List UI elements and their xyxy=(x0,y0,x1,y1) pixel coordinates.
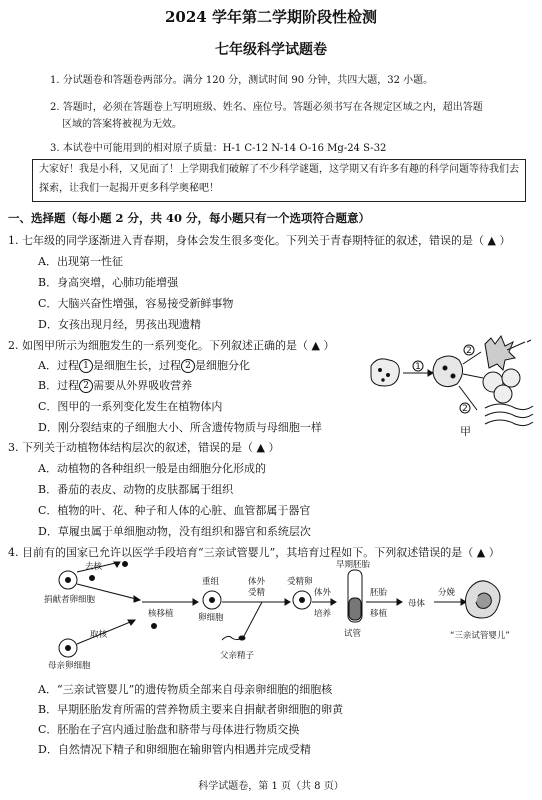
q4-option-d: D．自然情况下精子和卵细胞在输卵管内相遇并完成受精 xyxy=(38,743,311,756)
cell-diagram-jia xyxy=(355,330,535,440)
intro-line-2: 探索，让我们一起揭开更多科学奥秘吧！ xyxy=(39,183,219,194)
label-early-embryo: 早期胚胎 xyxy=(336,560,371,570)
q4-option-c: C．胚胎在子宫内通过胎盘和脐带与母体进行物质交换 xyxy=(38,723,300,736)
label-take-nucleus: 取核 xyxy=(90,630,108,640)
page-footer: 科学试题卷，第 1 页（共 8 页） xyxy=(198,781,344,792)
label-test-tube: 试管 xyxy=(344,629,362,639)
intro-box xyxy=(32,159,526,202)
label-fertilized-egg: 受精卵 xyxy=(287,577,313,587)
q2-option-d: D．刚分裂结束的子细胞大小、所含遗传物质与母细胞一样 xyxy=(38,421,322,434)
q2-option-b: B．过程 2 需要从外界吸收营养 xyxy=(38,379,193,392)
q4-option-b: B．早期胚胎发育所需的营养物质主要来自捐献者卵细胞的卵黄 xyxy=(38,703,344,716)
q3-option-d: D．草履虫属于单细胞动物，没有组织和器官和系统层次 xyxy=(38,525,311,538)
q1-option-a: A．出现第一性征 xyxy=(38,255,123,268)
label-mother: 母体 xyxy=(408,599,426,609)
q4-option-a: A．“三亲试管婴儿”的遗传物质全部来自母亲卵细胞的细胞核 xyxy=(38,683,333,696)
label-mother-egg: 母亲卵细胞 xyxy=(48,661,91,671)
exam-subtitle: 七年级科学试题卷 xyxy=(215,42,327,58)
fig-circle-2a: 2 xyxy=(466,346,472,356)
label-delivery: 分娩 xyxy=(438,588,456,598)
q2-stem: 2. 如图甲所示为细胞发生的一系列变化。下列叙述正确的是（ ▲ ） xyxy=(8,339,335,352)
q3-option-a: A．动植物的各种组织一般是由细胞分化形成的 xyxy=(38,462,266,475)
fig-label-jia: 甲 xyxy=(460,425,471,438)
q2-option-a: A．过程 1 是细胞生长，过程 2 是细胞分化 xyxy=(38,359,250,372)
note-2: 2. 答题时，必须在答题卷上写明班级、姓名、座位号。答题必须书写在各规定区域之内，超出答题 xyxy=(50,102,483,113)
fig-circle-2b: 2 xyxy=(462,404,468,414)
q1-option-c: C．大脑兴奋性增强，容易接受新鲜事物 xyxy=(38,297,234,310)
section-heading: 一、选择题（每小题 2 分，共 40 分，每小题只有一个选项符合题意） xyxy=(8,211,371,225)
q2-option-c: C．图甲的一系列变化发生在植物体内 xyxy=(38,400,223,413)
note-2-cont: 区域的答案将被视为无效。 xyxy=(62,119,182,130)
q1-option-d: D．女孩出现月经，男孩出现遗精 xyxy=(38,318,201,331)
q3-option-c: C．植物的叶、花、种子和人体的心脏、血管都属于器官 xyxy=(38,504,311,517)
q3-stem: 3. 下列关于动植物体结构层次的叙述，错误的是（ ▲ ） xyxy=(8,441,280,454)
ivf-process-diagram xyxy=(30,560,520,675)
label-in-vitro-1: 体外 xyxy=(248,577,266,587)
q1-option-b: B．身高突增，心肺功能增强 xyxy=(38,276,179,289)
q1-stem: 1. 七年级的同学逐渐进入青春期，身体会发生很多变化。下列关于青春期特征的叙述，错误的是（ ▲ ） xyxy=(8,234,511,247)
label-culture-1: 体外 xyxy=(314,588,332,598)
exam-title: 2024 学年第二学期阶段性检测 xyxy=(165,8,377,26)
q3-option-b: B．番茄的表皮、动物的皮肤都属于组织 xyxy=(38,483,234,496)
note-3: 3. 本试卷中可能用到的相对原子质量：H-1 C-12 N-14 O-16 Mg-24 S-32 xyxy=(50,143,387,154)
label-nuclear-transfer: 核移植 xyxy=(148,609,174,619)
label-father-sperm: 父亲精子 xyxy=(220,651,255,661)
label-recombined-2: 卵细胞 xyxy=(198,613,224,623)
label-embryo-2: 移植 xyxy=(370,609,388,619)
label-remove-nucleus: 去核 xyxy=(85,562,103,572)
q4-stem: 4. 目前有的国家已允许以医学手段培育“三亲试管婴儿”，其培育过程如下。下列叙述错误的是（ ▲ ） xyxy=(8,546,500,559)
fig-circle-1: 1 xyxy=(415,362,421,372)
label-in-vitro-2: 受精 xyxy=(248,588,266,598)
label-culture-2: 培养 xyxy=(314,609,332,619)
intro-line-1: 大家好！我是小科，又见面了！上学期我们破解了不少科学谜题，这学期又有许多有趣的科学问题等待我们去 xyxy=(39,164,519,175)
label-donor-egg: 捐献者卵细胞 xyxy=(44,595,96,605)
label-embryo-1: 胚胎 xyxy=(370,588,388,598)
label-recombined-1: 重组 xyxy=(202,577,220,587)
note-1: 1. 分试题卷和答题卷两部分。满分 120 分，测试时间 90 分钟，共四大题，32 小题。 xyxy=(50,75,434,86)
label-baby: “三亲试管婴儿” xyxy=(450,631,510,641)
